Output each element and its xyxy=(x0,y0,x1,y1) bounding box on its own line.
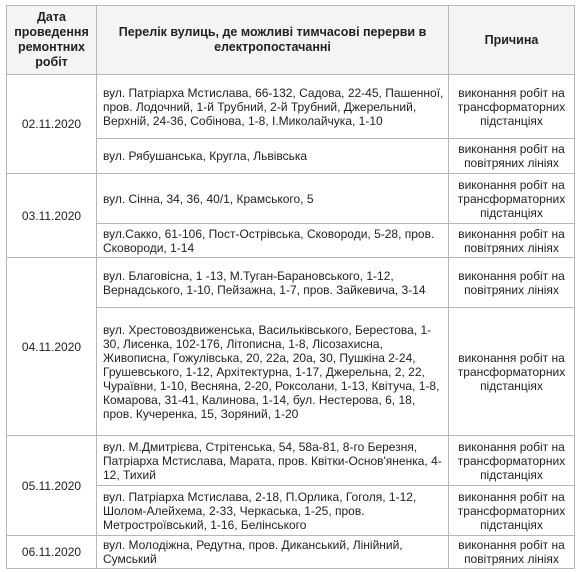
table-row xyxy=(7,436,575,486)
reason-cell: виконання робіт на трансформаторних підстанціях xyxy=(449,436,575,486)
reason-cell: виконання робіт на трансформаторних підстанціях xyxy=(449,486,575,536)
reason-cell: виконання робіт на повітряних лініях xyxy=(449,139,575,174)
date-cell: 06.11.2020 xyxy=(7,536,97,569)
streets-cell: вул. М.Дмитрієва, Стрітенська, 54, 58а-81, 8-го Березня, Патріарха Мстислава, Марата, пров. Квітки-Основ'яненка, 4-12, Тихий xyxy=(97,436,449,486)
streets-cell: вул. Благовісна, 1 -13, М.Туган-Барановського, 1-12, Вернадського, 1-10, Пейзажна, 1-7, пров. Зайкевича, 3-14 xyxy=(97,258,449,308)
reason-cell: виконання робіт на трансформаторних підстанціях xyxy=(449,308,575,436)
header-row xyxy=(7,6,575,75)
streets-cell: вул. Сінна, 34, 36, 40/1, Крамського, 5 xyxy=(97,174,449,224)
streets-cell: вул. Хрестовоздвиженська, Васильківського, Берестова, 1-30, Лисенка, 102-176, Літописна, 1-8, Лісозахисна, Живописна, Гожулівська, 20, 22а, 20а, 30, Пушкіна 2-24, Грушевського, 1-12, Архітектурна, 1-17, Джерельна, 2, 22, Чураївни, 1-10, Весняна, 2-20, Роксолани, 1-13, Квітуча, 1-8, Комарова, 31-41, Калинова, 1-14, бул. Нестерова, 6, 18, пров. Кучеренка, 15, Зоряний, 1-20 xyxy=(97,308,449,436)
date-cell: 04.11.2020 xyxy=(7,258,97,436)
table-row xyxy=(7,174,575,224)
streets-cell: вул. Молодіжна, Редутна, пров. Диканський, Лінійний, Сумський xyxy=(97,536,449,569)
streets-cell: вул. Патріарха Мстислава, 2-18, П.Орлика, Гоголя, 1-12, Шолом-Алейхема, 2-33, Черкаська, 1-25, пров. Метростроївський, 1-16, Белінського xyxy=(97,486,449,536)
date-cell: 05.11.2020 xyxy=(7,436,97,536)
table-row xyxy=(7,536,575,569)
outage-schedule-table xyxy=(6,5,575,569)
streets-cell: вул. Рябушанська, Кругла, Львівська xyxy=(97,139,449,174)
streets-column-header: Перелік вулиць, де можливі тимчасові перерви в електропостачанні xyxy=(97,6,449,75)
streets-cell: вул.Сакко, 61-106, Пост-Острівська, Сковороди, 5-28, пров. Сковороди, 1-14 xyxy=(97,224,449,258)
date-column-header: Дата проведення ремонтних робіт xyxy=(7,6,97,75)
date-cell: 03.11.2020 xyxy=(7,174,97,258)
date-cell: 02.11.2020 xyxy=(7,75,97,174)
table-row xyxy=(7,75,575,139)
reason-cell: виконання робіт на повітряних лініях xyxy=(449,536,575,569)
streets-cell: вул. Патріарха Мстислава, 66-132, Садова, 22-45, Пашенної, пров. Лодочний, 1-й Трубний, 2-й Трубний, Джерельний, Верхній, 24-36, Собінова, 1-8, І.Миколайчука, 1-10 xyxy=(97,75,449,139)
reason-cell: виконання робіт на повітряних лініях xyxy=(449,224,575,258)
reason-column-header: Причина xyxy=(449,6,575,75)
reason-cell: виконання робіт на трансформаторних підстанціях xyxy=(449,75,575,139)
table-row xyxy=(7,258,575,308)
reason-cell: виконання робіт на трансформаторних підстанціях xyxy=(449,174,575,224)
reason-cell: виконання робіт на повітряних лініях xyxy=(449,258,575,308)
